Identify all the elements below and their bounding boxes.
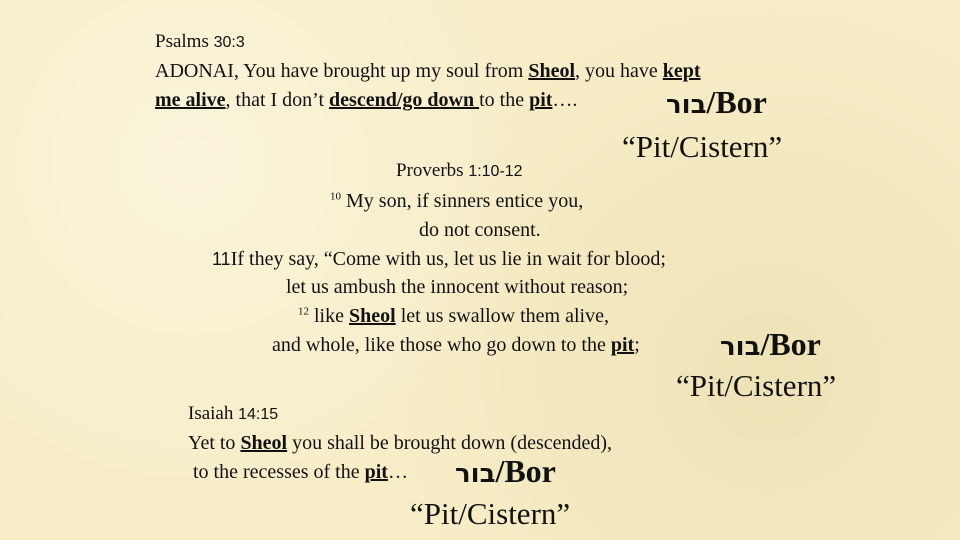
hebrew-bor: בור [720, 332, 761, 362]
isaiah-text: Yet to [188, 432, 241, 454]
isaiah-ref-name: Isaiah [188, 403, 234, 424]
proverbs-verse-10 [330, 187, 583, 216]
proverbs-verse-12 [298, 302, 609, 331]
psalms-pit-cistern: “Pit/Cistern” [622, 129, 783, 164]
proverbs-verse-11b: let us ambush the innocent without reason; [286, 276, 629, 298]
hebrew-bor: בור [455, 459, 496, 489]
psalms-text: ADONAI, You have brought up my soul from [155, 60, 529, 82]
proverbs-ref-name: Proverbs [396, 160, 464, 181]
psalms-bor-label [666, 84, 767, 121]
proverbs-verse-12b [272, 331, 640, 360]
sheol-term: Sheol [349, 305, 396, 327]
isaiah-ellipsis: … [387, 461, 408, 483]
isaiah-line-2 [193, 458, 408, 487]
kept-term: kept [662, 60, 701, 82]
psalms-ref-number: 30:3 [213, 34, 245, 51]
verse-number-10: 10 [330, 190, 341, 203]
psalms-text: , you have [575, 60, 663, 82]
bor-transliteration: /Bor [495, 453, 556, 489]
isaiah-text: to the recesses of the [193, 461, 365, 483]
descend-term: descend/go down [329, 89, 480, 111]
isaiah-bor-label [455, 453, 556, 490]
bor-transliteration: /Bor [760, 326, 821, 362]
proverbs-verse-11 [212, 245, 666, 274]
proverbs-verse-10b: do not consent. [419, 219, 541, 241]
psalms-text: to the [479, 89, 530, 111]
psalms-ref-name: Psalms [155, 31, 209, 52]
verse-number-11: 11 [212, 249, 231, 269]
proverbs-reference [396, 160, 523, 182]
verse-text: and whole, like those who go down to the [272, 334, 611, 356]
isaiah-ref-number: 14:15 [238, 406, 279, 423]
sheol-term: Sheol [528, 60, 576, 82]
verse-text: like [314, 305, 349, 327]
pit-term: pit [364, 461, 388, 483]
proverbs-ref-number: 1:10-12 [468, 163, 523, 180]
verse-text: let us swallow them alive, [395, 305, 609, 327]
psalms-text: , that I don’t [225, 89, 330, 111]
proverbs-pit-cistern: “Pit/Cistern” [676, 368, 837, 403]
proverbs-bor-label [720, 326, 821, 363]
me-alive-term: me alive [155, 89, 226, 111]
pit-term: pit [529, 89, 553, 111]
pit-term: pit [610, 334, 635, 356]
psalms-line-1 [155, 57, 701, 86]
isaiah-reference [188, 403, 278, 425]
bor-transliteration: /Bor [706, 84, 767, 120]
verse-number-12: 12 [298, 305, 309, 318]
isaiah-text: you shall be brought down (descended), [287, 432, 613, 454]
verse-text: If they say, “Come with us, let us lie in wait for blood; [230, 248, 666, 270]
psalms-ellipsis: …. [552, 89, 578, 111]
hebrew-bor: בור [666, 90, 707, 120]
psalms-line-2 [155, 86, 577, 115]
verse-text: My son, if sinners entice you, [346, 190, 584, 212]
psalms-reference [155, 31, 245, 53]
isaiah-pit-cistern: “Pit/Cistern” [410, 496, 571, 531]
sheol-term: Sheol [240, 432, 288, 454]
verse-text: ; [634, 334, 640, 356]
